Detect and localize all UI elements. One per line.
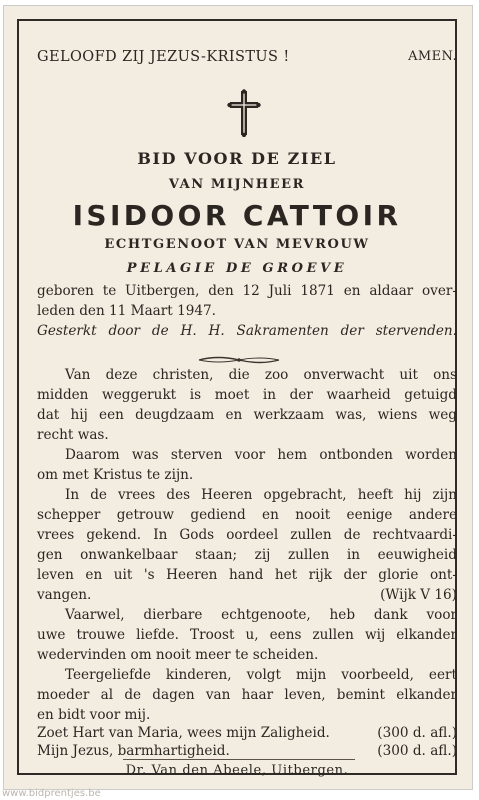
body-line: In de vrees des Heeren opgebracht, heeft hij zijn: [65, 487, 457, 503]
body-line: leven en uit 's Heeren hand het rijk der glorie ont-: [37, 567, 457, 583]
body-line: recht was.: [37, 427, 109, 443]
prayer-line: [37, 725, 457, 741]
prayer-line: [37, 743, 457, 759]
sacraments-line: Gesterkt door de H. H. Sakramenten der stervenden.: [37, 323, 457, 339]
body-line: Teergeliefde kinderen, volgt mijn voorbeeld, eert: [65, 667, 457, 683]
honorific: VAN MIJNHEER: [168, 177, 306, 192]
body-line: Van deze christen, die zoo onverwacht uit ons: [65, 367, 457, 383]
body-line: vrees gekend. In Gods oordeel zullen de rechtvaardi-: [37, 527, 457, 543]
deceased-name: ISIDOOR CATTOIR: [72, 199, 402, 232]
body-line: Vaarwel, dierbare echtgenoote, heb dank voor: [65, 607, 457, 623]
spouse-label: ECHTGENOOT VAN MEVROUW: [104, 237, 370, 252]
body-line: vangen.: [37, 587, 92, 603]
bio-line: geboren te Uitbergen, den 12 Juli 1871 en aldaar over-: [37, 283, 457, 299]
body-line: om met Kristus te zijn.: [37, 467, 194, 483]
ornament-divider-icon: [197, 355, 281, 365]
watermark: www.bidprentjes.be: [2, 788, 101, 799]
body-line: schepper getrouw gediend en nooit eenige andere: [37, 507, 457, 523]
body-line: Daarom was sterven voor hem ontbonden worden: [65, 447, 457, 463]
body-line: dat hij een deugdzaam en werkzaam was, wiens weg: [37, 407, 457, 423]
scripture-reference: (Wijk V 16): [380, 587, 457, 603]
body-line: wedervinden om nooit meer te scheiden.: [37, 647, 319, 663]
body-line: midden weggerukt is moet in der waarheid getuigd: [37, 387, 457, 403]
prayer-heading: BID VOOR DE ZIEL: [137, 149, 337, 168]
memorial-card: [4, 6, 472, 789]
body-line: en bidt voor mij.: [37, 707, 151, 723]
spouse-name: PELAGIE DE GROEVE: [126, 261, 348, 276]
body-line: uwe trouwe liefde. Troost u, eens zullen wij elkander: [37, 627, 457, 643]
indulgence: (300 d. afl.): [377, 725, 457, 741]
indulgence: (300 d. afl.): [377, 743, 457, 759]
card-frame: [17, 19, 457, 778]
prayer-text: Zoet Hart van Maria, wees mijn Zaligheid.: [37, 725, 330, 741]
prayer-text: Mijn Jezus, barmhartigheid.: [37, 743, 230, 759]
printer-imprint: Dr. Van den Abeele, Uitbergen.: [125, 763, 349, 778]
bio-line: leden den 11 Maart 1947.: [37, 303, 216, 319]
body-line: gen onwankelbaar staan; zij zullen in eeuwigheid: [37, 547, 457, 563]
body-line: moeder al de dagen van haar leven, bemint elkander: [37, 687, 457, 703]
divider-rule: [123, 759, 355, 760]
amen: AMEN.: [408, 49, 457, 64]
invocation: GELOOFD ZIJ JEZUS-KRISTUS !: [37, 49, 290, 65]
latin-cross-icon: [227, 89, 261, 137]
